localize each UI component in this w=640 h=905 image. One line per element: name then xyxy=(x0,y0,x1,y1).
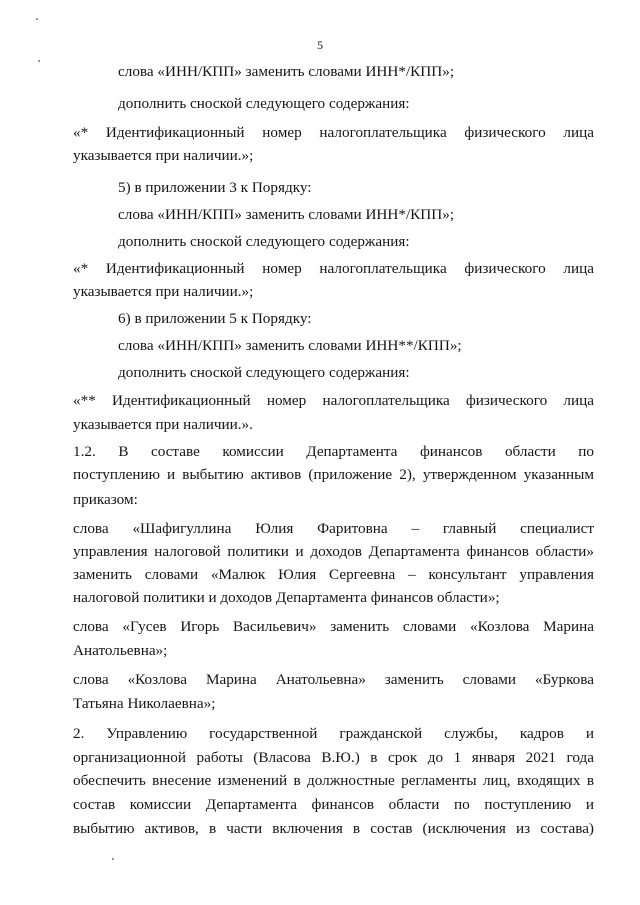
text-line: слова «Шафигуллина Юлия Фаритовна – главный специалист xyxy=(73,520,594,537)
text-line: Татьяна Николаевна»; xyxy=(73,695,216,712)
text-line: приказом: xyxy=(73,491,138,508)
text-line: слова «ИНН/КПП» заменить словами ИНН*/КПП»; xyxy=(118,63,455,80)
text-line: дополнить сноской следующего содержания: xyxy=(118,95,410,112)
text-line: указывается при наличии.»; xyxy=(73,283,254,300)
text-line: 5) в приложении 3 к Порядку: xyxy=(118,179,312,196)
text-line: выбытию активов, в части включения в состав (исключения из состава) xyxy=(73,820,594,837)
text-line: поступлению и выбытию активов (приложение 2), утвержденном указанным xyxy=(73,466,594,483)
text-line: дополнить сноской следующего содержания: xyxy=(118,233,410,250)
text-line: 2. Управлению государственной гражданской службы, кадров и xyxy=(73,725,594,742)
text-line: Анатольевна»; xyxy=(73,642,168,659)
text-line: «* Идентификационный номер налогоплательщика физического лица xyxy=(73,260,594,277)
text-line: налоговой политики и доходов Департамента финансов области»; xyxy=(73,589,500,606)
scan-speck xyxy=(112,858,114,860)
text-line: слова «ИНН/КПП» заменить словами ИНН**/КПП»; xyxy=(118,337,462,354)
text-line: слова «ИНН/КПП» заменить словами ИНН*/КПП»; xyxy=(118,206,455,223)
text-line: состав комиссии Департамента финансов области по поступлению и xyxy=(73,796,594,813)
text-line: «** Идентификационный номер налогоплательщика физического лица xyxy=(73,392,594,409)
text-line: дополнить сноской следующего содержания: xyxy=(118,364,410,381)
scan-speck xyxy=(36,18,38,20)
text-line: слова «Козлова Марина Анатольевна» заменить словами «Буркова xyxy=(73,671,594,688)
text-line: 6) в приложении 5 к Порядку: xyxy=(118,310,312,327)
text-line: указывается при наличии.». xyxy=(73,416,253,433)
text-line: 1.2. В составе комиссии Департамента финансов области по xyxy=(73,443,594,460)
text-line: организационной работы (Власова В.Ю.) в срок до 1 января 2021 года xyxy=(73,749,594,766)
text-line: «* Идентификационный номер налогоплательщика физического лица xyxy=(73,124,594,141)
text-line: слова «Гусев Игорь Васильевич» заменить словами «Козлова Марина xyxy=(73,618,594,635)
text-line: управления налоговой политики и доходов Департамента финансов области» xyxy=(73,543,594,560)
text-line: указывается при наличии.»; xyxy=(73,147,254,164)
scan-speck xyxy=(38,60,40,62)
page-number: 5 xyxy=(317,38,323,52)
text-line: обеспечить внесение изменений в должностные регламенты лиц, входящих в xyxy=(73,772,594,789)
text-line: заменить словами «Малюк Юлия Сергеевна – консультант управления xyxy=(73,566,594,583)
